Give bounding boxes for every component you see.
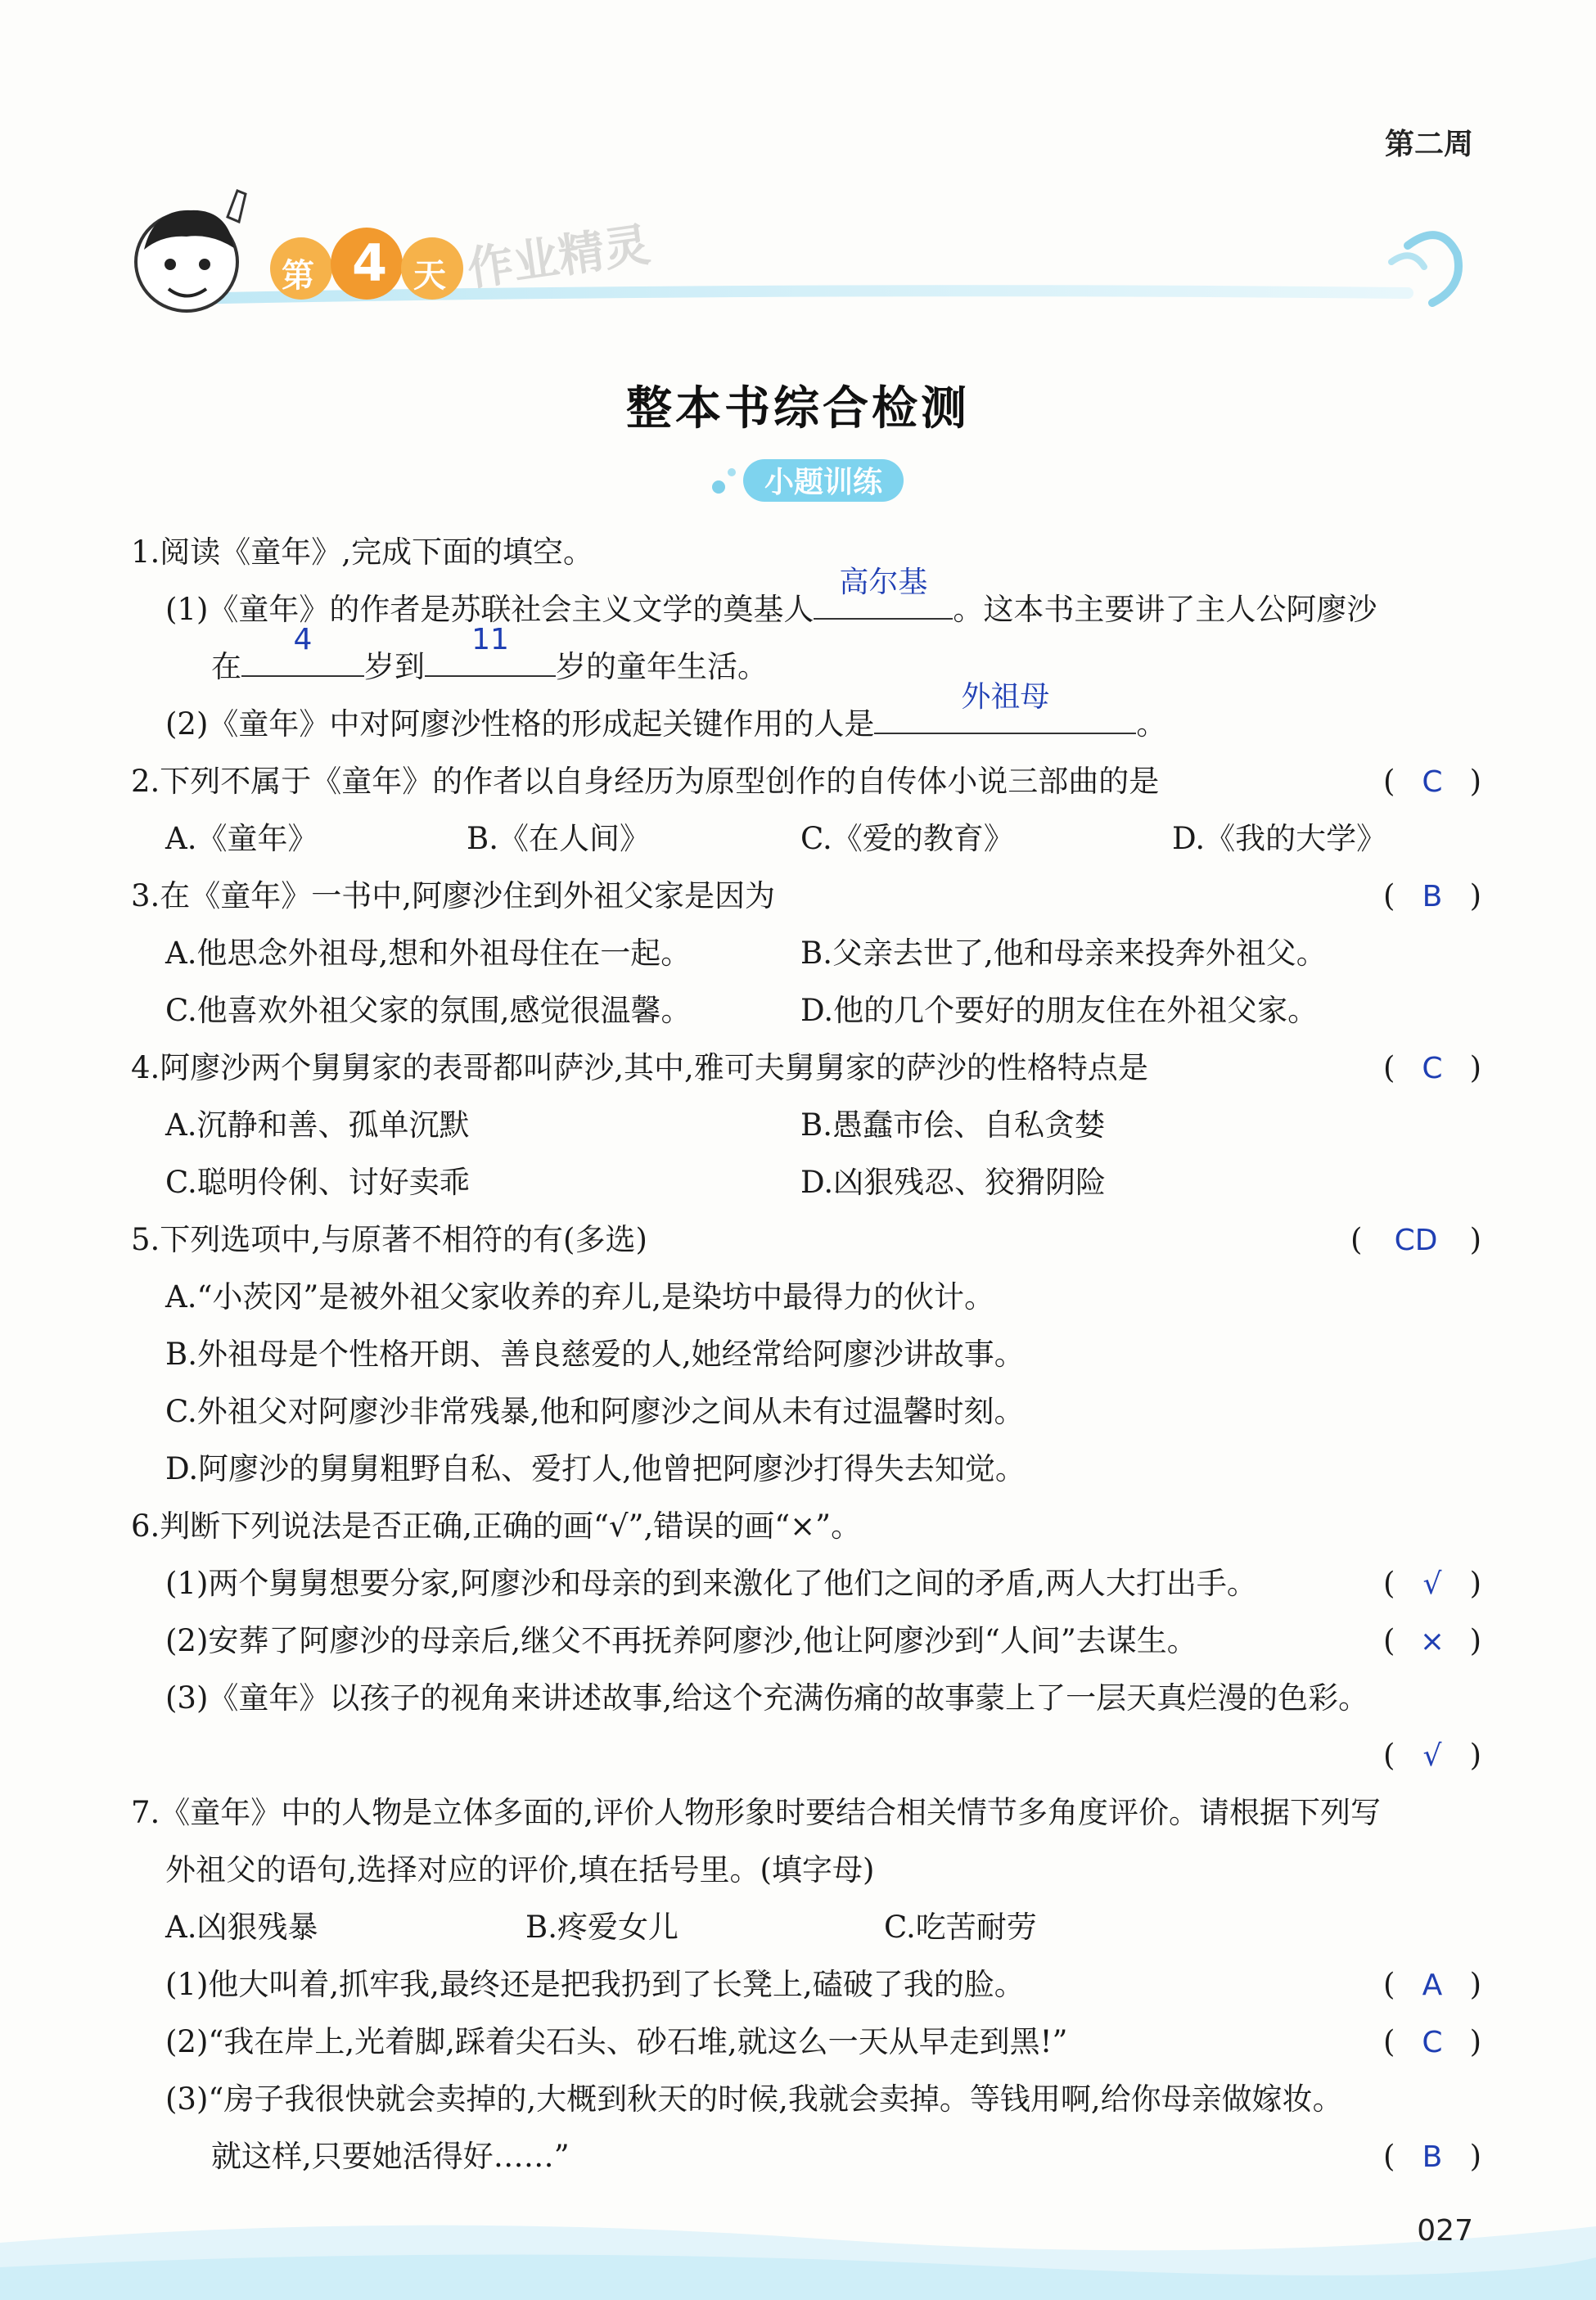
q3-options-row1 <box>131 925 1481 982</box>
q3-option-b: B.父亲去世了,他和母亲来投奔外祖父。 <box>800 936 1327 971</box>
paren-right: ) <box>1469 1222 1481 1257</box>
paren-left: ( <box>1383 878 1395 913</box>
q5-stem <box>131 1211 1481 1269</box>
paren-right: ) <box>1469 2024 1481 2059</box>
q1-answer-age-end: 11 <box>471 623 509 656</box>
paren-left: ( <box>1383 2024 1395 2059</box>
q1-answer-person: 外祖母 <box>961 680 1050 714</box>
q6-item-3: (3)《童年》以孩子的视角来讲述故事,给这个充满伤痛的故事蒙上了一层天真烂漫的色彩。 <box>165 1680 1369 1716</box>
q3-option-c: C.他喜欢外祖父家的氛围,感觉很温馨。 <box>165 993 692 1028</box>
q7-item-1-text: (1)他大叫着,抓牢我,最终还是把我扔到了长凳上,磕破了我的脸。 <box>165 1967 1025 2002</box>
q5-option-a: A.“小茨冈”是被外祖父家收养的弃儿,是染坊中最得力的伙计。 <box>165 1279 995 1315</box>
q5-option-d: D.阿廖沙的舅舅粗野自私、爱打人,他曾把阿廖沙打得失去知觉。 <box>165 1451 1026 1486</box>
q1-part2-text2: 。 <box>1136 706 1167 742</box>
q7-option-a: A.凶狠残暴 <box>165 1910 318 1945</box>
q4-option-d: D.凶狠残忍、狡猾阴险 <box>800 1165 1107 1200</box>
q7-item-3-cont <box>131 2128 1481 2185</box>
q1-part2 <box>131 680 1481 753</box>
q4-answer-box[interactable] <box>1383 1040 1481 1098</box>
q7-item-1-answer: A <box>1422 1969 1443 2002</box>
q7-item-3-answer: B <box>1422 2140 1443 2174</box>
q1-part2-text: (2)《童年》中对阿廖沙性格的形成起关键作用的人是 <box>165 706 875 742</box>
q6-item-2 <box>131 1612 1481 1670</box>
q4-answer: C <box>1422 1052 1443 1085</box>
q1-part1-text4: 岁到 <box>364 649 425 684</box>
q3-options-row2 <box>131 982 1481 1040</box>
paren-left: ( <box>1350 1222 1363 1257</box>
q1-blank-author[interactable] <box>814 566 953 620</box>
q3-option-a: A.他思念外祖母,想和外祖母住在一起。 <box>165 936 692 971</box>
q3-option-d: D.他的几个要好的朋友住在外祖父家。 <box>800 993 1319 1028</box>
paren-right: ) <box>1469 1623 1481 1658</box>
day-prefix: 第 <box>282 257 314 295</box>
q1-part1-text5: 岁的童年生活。 <box>556 649 768 684</box>
q7-options <box>131 1899 1481 1956</box>
paren-left: ( <box>1383 1738 1395 1773</box>
q2-answer: C <box>1422 765 1443 799</box>
q6-item-3-answer-row <box>131 1727 1481 1784</box>
q3-answer-box[interactable] <box>1383 868 1481 926</box>
q3-stem-text: 3.在《童年》一书中,阿廖沙住到外祖父家是因为 <box>131 878 776 913</box>
q7-item-2-text: (2)“我在岸上,光着脚,踩着尖石头、砂石堆,就这么一天从早走到黑!” <box>165 2024 1068 2059</box>
paren-right: ) <box>1469 1967 1481 2002</box>
q5-option-c: C.外祖父对阿廖沙非常残暴,他和阿廖沙之间从未有过温馨时刻。 <box>165 1394 1025 1429</box>
q7-item-2 <box>131 2014 1481 2071</box>
q4-stem <box>131 1040 1481 1097</box>
q7-option-c: C.吃苦耐劳 <box>884 1910 1037 1945</box>
q6-item-2-text: (2)安葬了阿廖沙的母亲后,继父不再抚养阿廖沙,他让阿廖沙到“人间”去谋生。 <box>165 1623 1197 1658</box>
q2-option-a: A.《童年》 <box>165 821 318 856</box>
q6-item-1 <box>131 1555 1481 1612</box>
q7-item-1-answer-box[interactable] <box>1383 1956 1481 2014</box>
q1-stem: 1.阅读《童年》,完成下面的填空。 <box>131 534 594 570</box>
paren-left: ( <box>1383 1050 1395 1085</box>
paren-right: ) <box>1469 1738 1481 1773</box>
paren-left: ( <box>1383 1967 1395 2002</box>
q2-stem <box>131 753 1481 810</box>
q7-stem-line1: 7.《童年》中的人物是立体多面的,评价人物形象时要结合相关情节多角度评价。请根据下列写 <box>131 1795 1382 1830</box>
q2-stem-text: 2.下列不属于《童年》的作者以自身经历为原型创作的自传体小说三部曲的是 <box>131 764 1160 799</box>
q7-item-2-answer-box[interactable] <box>1383 2014 1481 2072</box>
q1-answer-age-start: 4 <box>293 623 313 656</box>
q6-item-1-text: (1)两个舅舅想要分家,阿廖沙和母亲的到来激化了他们之间的矛盾,两人大打出手。 <box>165 1566 1257 1601</box>
q1-part1-text3: 在 <box>211 649 241 684</box>
paren-left: ( <box>1383 1566 1395 1601</box>
q6-item-3-answer: √ <box>1422 1739 1442 1773</box>
q1-part1-text2: 。这本书主要讲了主人公阿廖沙 <box>953 592 1377 627</box>
q6-stem: 6.判断下列说法是否正确,正确的画“√”,错误的画“×”。 <box>131 1509 862 1544</box>
q6-item-3-answer-box[interactable] <box>1383 1727 1481 1785</box>
brand-watermark: 作业精灵 <box>464 218 654 297</box>
day-suffix: 天 <box>413 257 446 295</box>
paren-right: ) <box>1469 1050 1481 1085</box>
q4-options-row2 <box>131 1154 1481 1211</box>
q2-options <box>131 810 1481 868</box>
page-title: 整本书综合检测 <box>626 382 970 435</box>
q6-item-1-answer: √ <box>1422 1567 1442 1601</box>
q3-stem <box>131 868 1481 925</box>
q5-answer-box[interactable] <box>1350 1211 1481 1270</box>
q2-option-b: B.《在人间》 <box>467 821 650 856</box>
q3-answer: B <box>1422 880 1443 913</box>
q5-option-b: B.外祖母是个性格开朗、善良慈爱的人,她经常给阿廖沙讲故事。 <box>165 1337 1025 1372</box>
paren-right: ) <box>1469 1566 1481 1601</box>
q5-answer: CD <box>1394 1224 1438 1257</box>
paren-right: ) <box>1469 2139 1481 2174</box>
paren-right: ) <box>1469 764 1481 799</box>
q4-option-b: B.愚蠢市侩、自私贪婪 <box>800 1107 1105 1143</box>
q7-item-3: (3)“房子我很快就会卖掉的,大概到秋天的时候,我就会卖掉。等钱用啊,给你母亲做嫁妆。 <box>165 2081 1343 2117</box>
q1-blank-person[interactable] <box>874 680 1136 734</box>
page-number: 027 <box>1417 2214 1473 2248</box>
q6-item-2-answer-box[interactable] <box>1383 1612 1481 1671</box>
paren-left: ( <box>1383 1623 1395 1658</box>
q1-part1-text: (1)《童年》的作者是苏联社会主义文学的奠基人 <box>165 592 814 627</box>
q7-item-3-answer-box[interactable] <box>1383 2128 1481 2186</box>
q4-stem-text: 4.阿廖沙两个舅舅家的表哥都叫萨沙,其中,雅可夫舅舅家的萨沙的性格特点是 <box>131 1050 1148 1085</box>
q6-item-2-answer: × <box>1419 1625 1445 1658</box>
paren-right: ) <box>1469 878 1481 913</box>
q2-answer-box[interactable] <box>1383 753 1481 811</box>
boy-mascot-icon <box>129 184 252 323</box>
q7-stem-line2: 外祖父的语句,选择对应的评价,填在括号里。(填字母) <box>165 1852 875 1887</box>
q2-option-d: D.《我的大学》 <box>1172 821 1387 856</box>
q2-option-c: C.《爱的教育》 <box>800 821 1014 856</box>
paren-left: ( <box>1383 764 1395 799</box>
q7-item-1 <box>131 1956 1481 2014</box>
section-tag: 小题训练 <box>764 466 882 499</box>
q4-options-row1 <box>131 1097 1481 1154</box>
question-list <box>131 524 1481 2185</box>
q4-option-a: A.沉静和善、孤单沉默 <box>165 1107 470 1143</box>
q6-item-1-answer-box[interactable] <box>1383 1555 1481 1613</box>
q7-item-3-text2: 就这样,只要她活得好……” <box>211 2139 570 2174</box>
q7-option-b: B.疼爱女儿 <box>525 1910 679 1945</box>
q7-item-2-answer: C <box>1422 2026 1443 2059</box>
q1-part1-cont <box>131 623 1481 696</box>
week-label: 第二周 <box>1384 128 1473 161</box>
paren-left: ( <box>1383 2139 1395 2174</box>
q1-blank-age-start[interactable] <box>241 623 364 677</box>
q5-stem-text: 5.下列选项中,与原著不相符的有(多选) <box>131 1222 647 1257</box>
q1-answer-author: 高尔基 <box>839 566 928 599</box>
q4-option-c: C.聪明伶俐、讨好卖乖 <box>165 1165 470 1200</box>
day-number: 4 <box>352 233 388 293</box>
q1-blank-age-end[interactable] <box>425 623 556 677</box>
footer-wave <box>0 2194 1596 2300</box>
